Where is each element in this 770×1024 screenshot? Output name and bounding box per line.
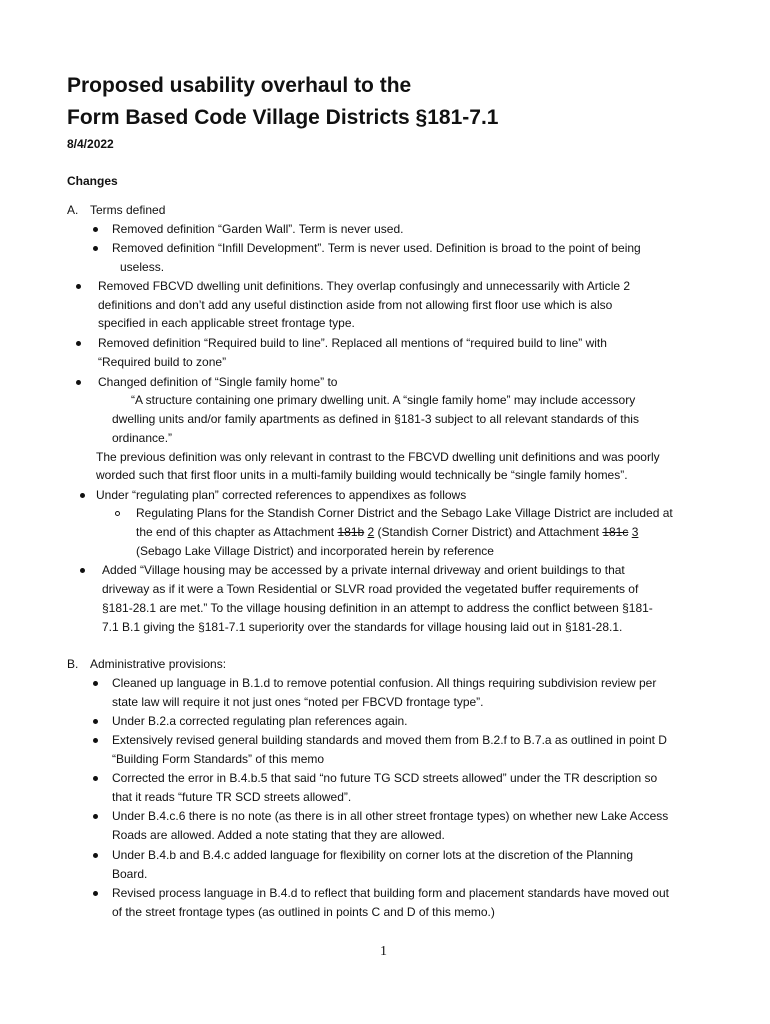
bullet-icon: [80, 568, 85, 573]
list-item-continuation: specified in each applicable street frontage type.: [98, 316, 355, 330]
list-item: Removed definition “Infill Development”. Term is never used. Definition is broad to the point of being: [112, 241, 641, 255]
list-item: Corrected the error in B.4.b.5 that said “no future TG SCD streets allowed” under the TR description so: [112, 771, 658, 785]
list-item-continuation: of the street frontage types (as outlined in points C and D of this memo.): [112, 905, 495, 919]
list-item: Cleaned up language in B.1.d to remove potential confusion. All things requiring subdivision review per: [112, 676, 657, 690]
bullet-icon: [93, 681, 98, 686]
section-a-heading: Terms defined: [90, 203, 166, 217]
struck-text: 181b: [337, 525, 365, 539]
list-item: Under B.2.a corrected regulating plan references again.: [112, 714, 408, 728]
list-item: Under B.4.b and B.4.c added language for flexibility on corner lots at the discretion of the Planning: [112, 848, 633, 862]
list-item: Revised process language in B.4.d to reflect that building form and placement standards have moved out: [112, 886, 669, 900]
bullet-icon: [80, 493, 85, 498]
bullet-icon: [93, 891, 98, 896]
list-item: Added “Village housing may be accessed by a private internal driveway and orient buildings to that: [102, 563, 625, 577]
list-item-continuation: “Required build to zone”: [98, 355, 227, 369]
inserted-text: 3: [631, 525, 639, 539]
list-item-continuation: Roads are allowed. Added a note stating that they are allowed.: [112, 828, 445, 842]
section-b-letter: B.: [67, 657, 79, 671]
bullet-icon: [76, 284, 81, 289]
section-b-heading: Administrative provisions:: [90, 657, 227, 671]
list-item-continuation: Board.: [112, 867, 148, 881]
bullet-icon: [93, 738, 98, 743]
bullet-icon: [76, 341, 81, 346]
quoted-definition: ordinance.”: [112, 431, 173, 445]
page-number: 1: [380, 944, 387, 959]
changes-heading: Changes: [67, 174, 118, 188]
quoted-definition: dwelling units and/or family apartments as defined in §181-3 subject to all relevant standards of this: [112, 412, 639, 426]
paragraph-line: worded such that first floor units in a multi-family building would technically be “single family homes”.: [96, 468, 628, 482]
list-item-continuation: 7.1 B.1 giving the §181-7.1 superiority over the standards for village housing laid out in §181-28.1.: [102, 620, 623, 634]
bullet-icon: [93, 246, 98, 251]
bullet-icon: [93, 227, 98, 232]
list-item-continuation: useless.: [120, 260, 165, 274]
bullet-icon: [93, 776, 98, 781]
bullet-icon: [93, 853, 98, 858]
struck-text: 181c: [602, 525, 629, 539]
list-item: Under B.4.c.6 there is no note (as there is in all other street frontage types) on whether new Lake Access: [112, 809, 669, 823]
list-item: Changed definition of “Single family home” to: [98, 375, 338, 389]
sub-list-item-continuation: [136, 525, 638, 540]
list-item: Under “regulating plan” corrected references to appendixes as follows: [96, 488, 467, 502]
document-title-line-2: Form Based Code Village Districts §181-7.1: [67, 106, 499, 129]
sub-list-item: Regulating Plans for the Standish Corner District and the Sebago Lake Village District are included at: [136, 506, 673, 520]
paragraph-line: The previous definition was only relevant in contrast to the FBCVD dwelling unit definitions and was poorly: [96, 450, 660, 464]
document-title-line-1: Proposed usability overhaul to the: [67, 74, 412, 97]
list-item: Removed definition “Garden Wall”. Term is never used.: [112, 222, 404, 236]
inserted-text: 2: [367, 525, 375, 539]
open-bullet-icon: [115, 511, 120, 516]
list-item-continuation: definitions and don’t add any useful distinction aside from not allowing first floor use which is also: [98, 298, 613, 312]
quoted-definition: “A structure containing one primary dwelling unit. A “single family home” may include accessory: [131, 393, 636, 407]
list-item: Extensively revised general building standards and moved them from B.2.f to B.7.a as outlined in point D: [112, 733, 667, 747]
list-item: Removed definition “Required build to line”. Replaced all mentions of “required build to line” with: [98, 336, 607, 350]
list-item-continuation: “Building Form Standards” of this memo: [112, 752, 325, 766]
document-date: 8/4/2022: [67, 137, 114, 151]
text-run: (Standish Corner District) and Attachment: [377, 525, 599, 539]
list-item: Removed FBCVD dwelling unit definitions. They overlap confusingly and unnecessarily with Article 2: [98, 279, 631, 293]
text-run: the end of this chapter as Attachment: [136, 525, 335, 539]
bullet-icon: [93, 814, 98, 819]
list-item-continuation: that it reads “future TR SCD streets allowed”.: [112, 790, 352, 804]
section-a-letter: A.: [67, 203, 79, 217]
bullet-icon: [93, 719, 98, 724]
bullet-icon: [76, 380, 81, 385]
sub-list-item-continuation: (Sebago Lake Village District) and incorporated herein by reference: [136, 544, 494, 558]
list-item-continuation: state law will require it not just ones “noted per FBCVD frontage type”.: [112, 695, 484, 709]
list-item-continuation: §181-28.1 are met.” To the village housing definition in an attempt to address the conflict between §181-: [102, 601, 653, 615]
list-item-continuation: driveway as if it were a Town Residential or SLVR road provided the vegetated buffer requirements of: [102, 582, 639, 596]
